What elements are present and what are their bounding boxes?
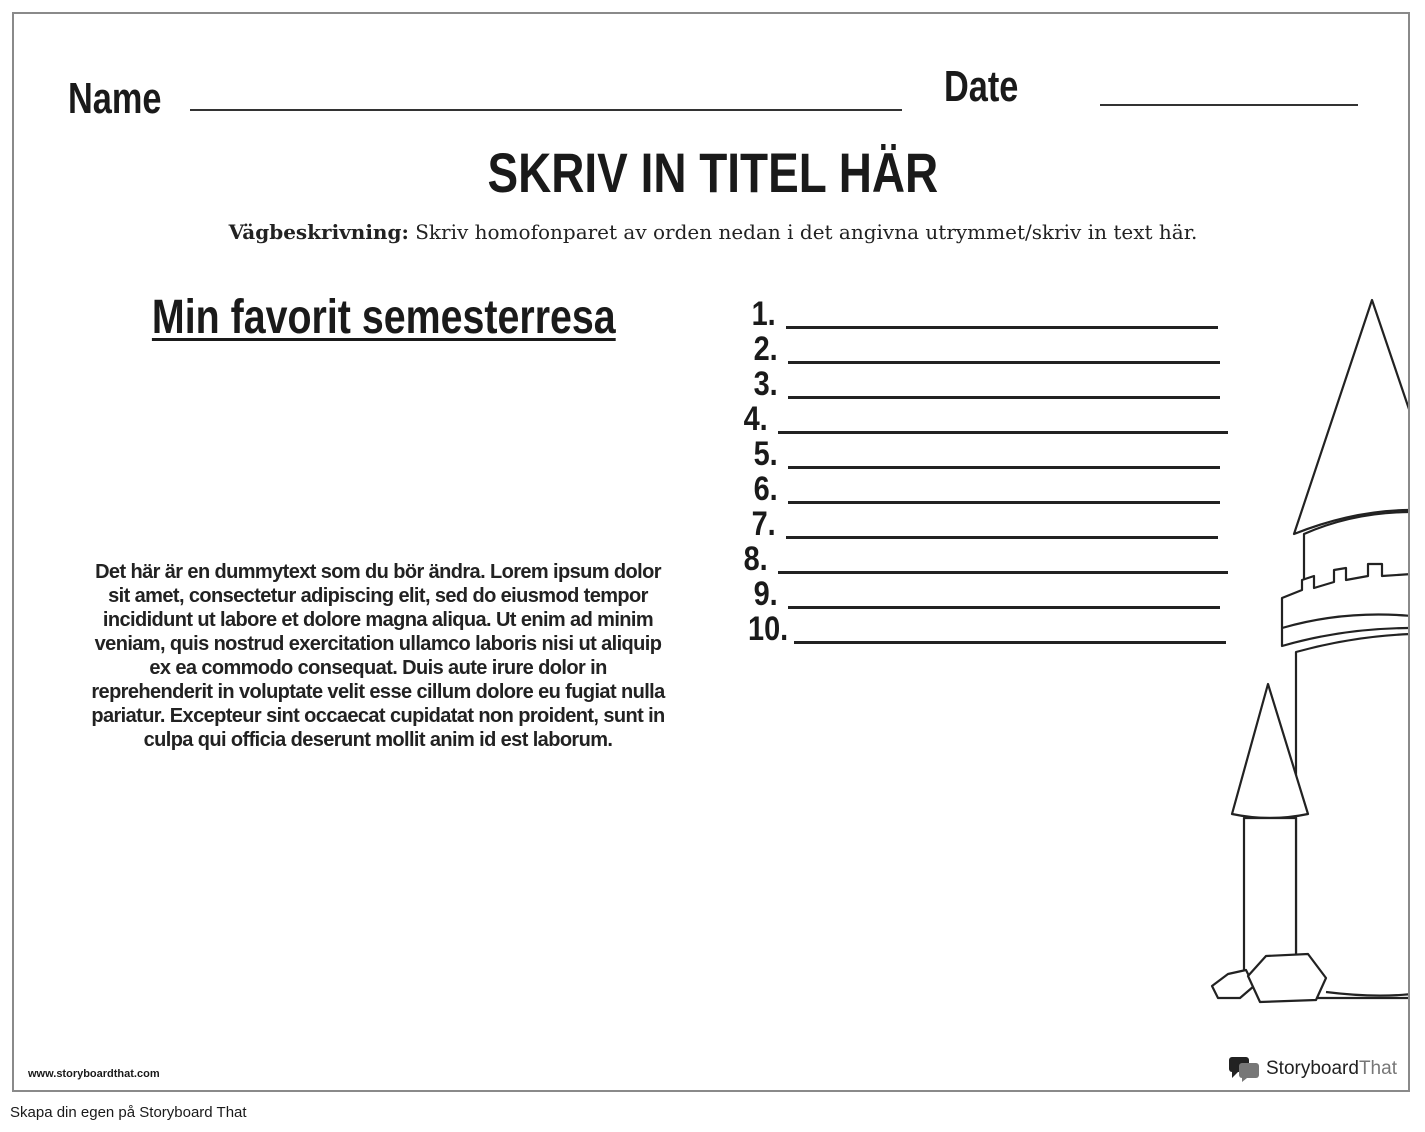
story-heading: Min favorit semesterresa <box>152 291 616 344</box>
answer-line[interactable] <box>794 641 1226 644</box>
date-label: Date <box>944 62 1019 111</box>
answer-row <box>748 611 1226 646</box>
answer-number: 7. <box>751 505 776 543</box>
answer-number: 10. <box>748 610 789 648</box>
answer-row <box>732 401 1228 436</box>
answer-number: 1. <box>751 295 776 333</box>
answer-number: 3. <box>753 365 778 403</box>
instructions <box>14 220 1410 244</box>
story-body: Det här är en dummytext som du bör ändra. Lorem ipsum dolor sit amet, consectetur adipiscing elit, sed do eiusmod tempor incididunt ut labore et dolore magna aliqua. Ut enim ad minim veniam, quis nostrud exercitation ullamco laboris nisi ut aliquip ex ea commodo consequat. Duis aute irure dolor in reprehenderit in voluptate velit esse cillum dolore eu fugiat nulla pariatur. Excepteur sint occaecat cupidatat non proident, sunt in culpa qui officia deserunt mollit anim id est laborum. <box>91 561 665 751</box>
answer-number: 5. <box>753 435 778 473</box>
answer-line[interactable] <box>778 571 1228 574</box>
worksheet <box>12 12 1410 1092</box>
answer-line[interactable] <box>788 466 1220 469</box>
instructions-text: Skriv homofonparet av orden nedan i det angivna utrymmet/skriv in text här. <box>408 220 1198 244</box>
name-field[interactable] <box>190 109 902 111</box>
worksheet-title: SKRIV IN TITEL HÄR <box>487 141 939 204</box>
story-heading-wrap <box>14 290 754 345</box>
brand-name <box>1266 1058 1397 1080</box>
answer-number: 4. <box>743 400 768 438</box>
answer-line[interactable] <box>786 326 1218 329</box>
date-field[interactable] <box>1100 104 1358 106</box>
castle-illustration <box>1204 298 1410 1008</box>
answer-row <box>742 436 1220 471</box>
answer-line[interactable] <box>778 431 1228 434</box>
answer-number: 2. <box>753 330 778 368</box>
brand-secondary: That <box>1358 1058 1397 1079</box>
answer-number: 9. <box>753 575 778 613</box>
instructions-label: Vägbeskrivning: <box>228 220 409 244</box>
answer-row <box>742 471 1220 506</box>
answer-row <box>740 506 1218 541</box>
answer-number: 6. <box>753 470 778 508</box>
footer-url[interactable]: www.storyboardthat.com <box>28 1068 160 1080</box>
answer-row <box>742 366 1220 401</box>
name-label: Name <box>68 74 162 123</box>
answer-line[interactable] <box>788 396 1220 399</box>
answer-line[interactable] <box>788 501 1220 504</box>
storyboardthat-logo-icon <box>1228 1056 1260 1082</box>
worksheet-title-wrap <box>14 140 1410 205</box>
answer-row <box>732 541 1228 576</box>
answer-row <box>742 331 1220 366</box>
answer-number: 8. <box>743 540 768 578</box>
answer-line[interactable] <box>786 536 1218 539</box>
answer-row <box>742 576 1220 611</box>
answer-row <box>740 296 1218 331</box>
brand-logo[interactable] <box>1228 1056 1397 1082</box>
answer-line[interactable] <box>788 361 1220 364</box>
brand-primary: Storyboard <box>1266 1058 1359 1079</box>
page-caption[interactable]: Skapa din egen på Storyboard That <box>10 1104 247 1121</box>
answer-line[interactable] <box>788 606 1220 609</box>
